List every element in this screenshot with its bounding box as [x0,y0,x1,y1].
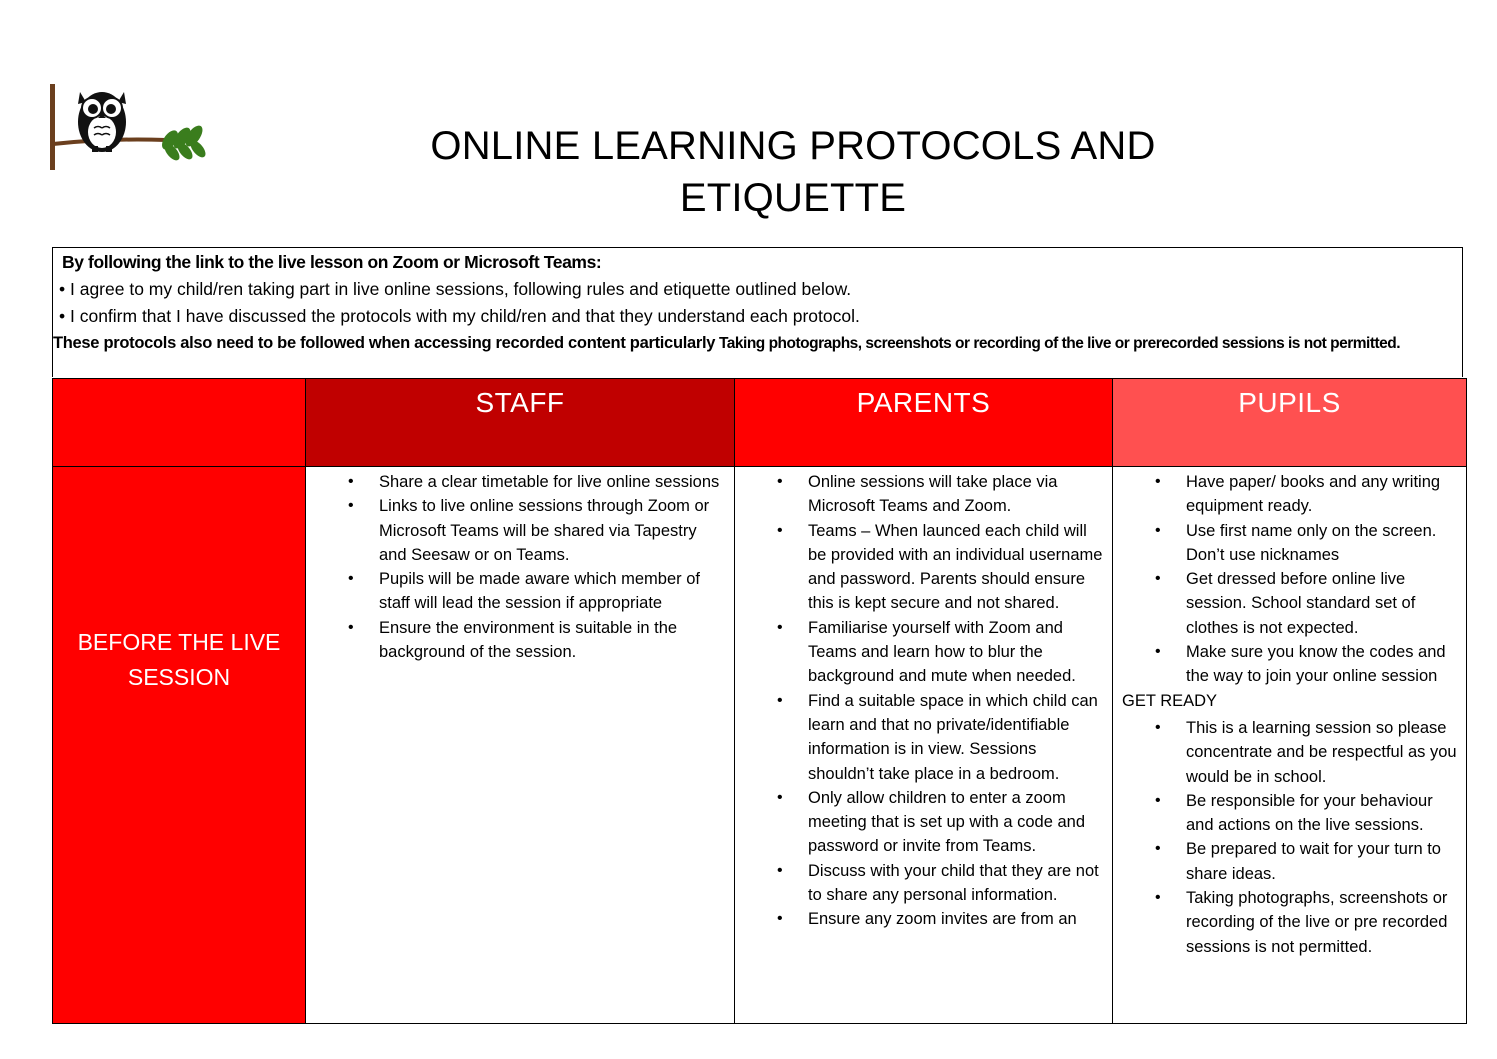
pupils-list-item: • Get dressed before online live session. School standard set of clothes is not expected. [1113,567,1466,640]
agreement-bullet-1: • I agree to my child/ren taking part in live online sessions, following rules and etiquette outlined below. [59,279,852,299]
title-line-1: ONLINE LEARNING PROTOCOLS AND [430,124,1156,168]
pupils-list-item: • Taking photographs, screenshots or recording of the live or pre recorded sessions is not permitted. [1113,886,1466,959]
protocol-table [52,378,1467,1024]
note-main: These protocols also need to be followed when accessing recorded content particularly [53,334,716,352]
pupils-list-get-ready [1113,713,1466,959]
staff-list-item: • Pupils will be made aware which member of staff will lead the session if appropriate [306,567,734,616]
parents-list [735,467,1112,932]
header-pupils: PUPILS [1113,379,1467,467]
pupils-list-before [1113,467,1466,689]
staff-list-item: • Ensure the environment is suitable in the background of the session. [306,616,734,665]
staff-list-item: • Share a clear timetable for live online sessions [306,470,734,494]
header-row [53,379,1467,467]
pupils-list-item: • This is a learning session so please concentrate and be respectful as you would be in school. [1113,716,1466,789]
pupils-cell [1113,467,1467,1024]
agreement-bullet-2: • I confirm that I have discussed the protocols with my child/ren and that they understand each protocol. [59,306,860,326]
parents-list-item: • Only allow children to enter a zoom meeting that is set up with a code and password or invite from Teams. [735,786,1112,859]
parents-list-item: • Online sessions will take place via Microsoft Teams and Zoom. [735,470,1112,519]
agreement-box [52,247,1463,377]
note-small: Taking photographs, screenshots or recording of the live or prerecorded sessions is not permitted. [715,335,1401,352]
agreement-heading: By following the link to the live lesson on Zoom or Microsoft Teams: [62,252,602,272]
pupils-list-item: • Be responsible for your behaviour and actions on the live sessions. [1113,789,1466,838]
title-line-2: ETIQUETTE [679,176,907,220]
parents-list-item: • Ensure any zoom invites are from an [735,907,1112,931]
page-title [380,120,1206,224]
parents-list-item: • Teams – When launced each child will be provided with an individual username and password. Parents should ensure this is kept secure and not shared. [735,519,1112,616]
pupils-list-item: • Have paper/ books and any writing equipment ready. [1113,470,1466,519]
parents-list-item: • Discuss with your child that they are not to share any personal information. [735,859,1112,908]
parents-cell [735,467,1113,1024]
header-parents: PARENTS [735,379,1113,467]
recorded-content-note [53,332,1464,355]
pupils-list-item: • Use first name only on the screen. Don’t use nicknames [1113,519,1466,568]
staff-list-item: • Links to live online sessions through Zoom or Microsoft Teams will be shared via Tapestry and Seesaw or on Teams. [306,494,734,567]
pupils-get-ready-heading: GET READY [1122,691,1218,710]
pupils-list-item: • Be prepared to wait for your turn to share ideas. [1113,837,1466,886]
row-label-before: BEFORE THE LIVE SESSION [53,467,306,1024]
pupils-list-item: • Make sure you know the codes and the way to join your online session [1113,640,1466,689]
staff-cell [306,467,735,1024]
staff-list [306,467,734,664]
header-staff: STAFF [306,379,735,467]
owl-logo [48,82,208,174]
parents-list-item: • Find a suitable space in which child can learn and that no private/identifiable information is in view. Sessions shouldn’t take place in a bedroom. [735,689,1112,786]
header-blank-cell [53,379,306,467]
parents-list-item: • Familiarise yourself with Zoom and Teams and learn how to blur the background and mute when needed. [735,616,1112,689]
before-session-row [53,467,1467,1024]
